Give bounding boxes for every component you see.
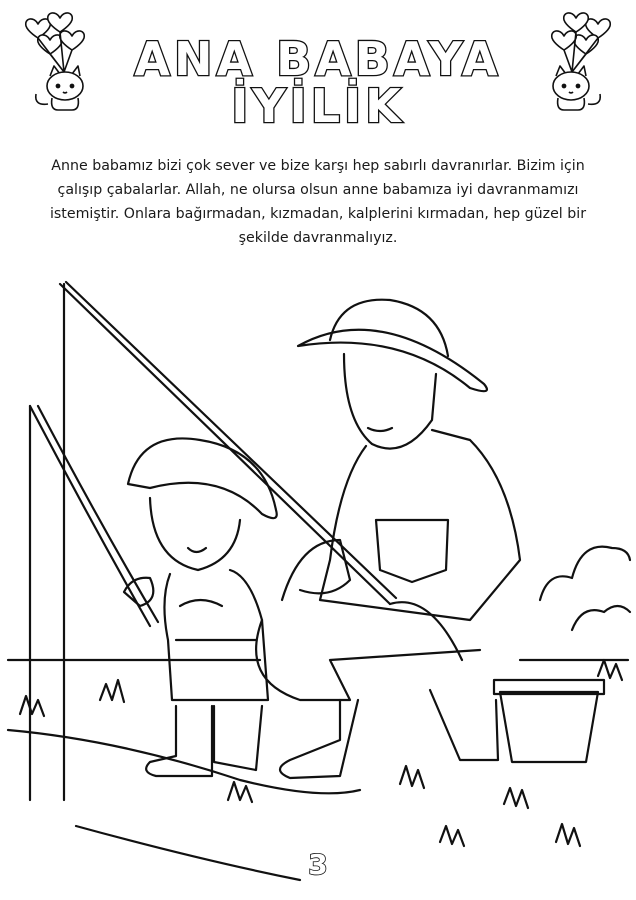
grass-tuft [100, 680, 124, 702]
bucket [500, 692, 598, 762]
father-shirt [320, 430, 520, 620]
father-face [344, 354, 436, 449]
father-hat [298, 330, 487, 391]
page-number: 3 [308, 848, 328, 881]
title-line-1: ANA BABAYA [134, 32, 502, 86]
water-bank [8, 730, 360, 793]
son-face [150, 498, 240, 570]
fishing-pole-left [30, 406, 150, 626]
title-line-2: İYİLİK [231, 78, 405, 133]
intro-paragraph: Anne babamız bizi çok sever ve bize karşı hep sabırlı davranırlar. Bizim için çalışıp çabalarlar. Allah, ne olursa olsun anne babamıza iyi davranmamızı istemiştir. Onlara bağırmadan, kızmadan, kalplerini kırmadan, hep güzel bir şekilde davranmalıyız. [49, 158, 587, 246]
fishing-illustration [0, 270, 636, 900]
page-title [0, 32, 636, 133]
son-overalls [164, 570, 268, 700]
bush-outline [540, 547, 630, 600]
son-boots [146, 706, 212, 776]
